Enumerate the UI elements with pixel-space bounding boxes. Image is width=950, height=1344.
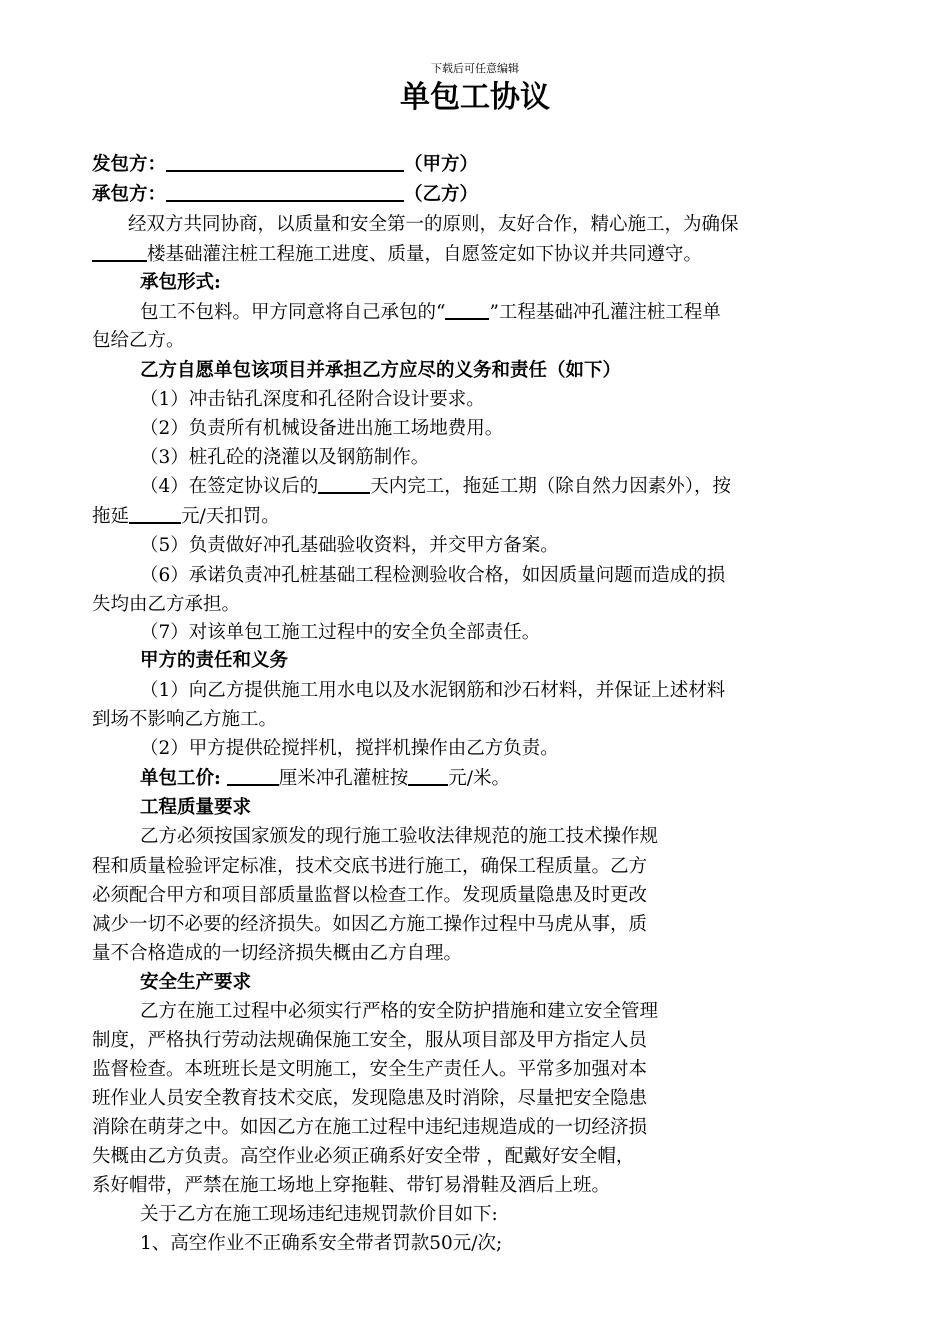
- list-item: （6）承诺负责冲孔桩基础工程检测验收合格，如因质量问题而造成的损: [140, 565, 726, 586]
- list-item: （2）负责所有机械设备进出施工场地费用。: [140, 418, 504, 439]
- unit-price-line: 单包工价: 厘米冲孔灌桩按 元/米。: [92, 764, 910, 793]
- list-item: （1）向乙方提供施工用水电以及水泥钢筋和沙石材料，并保证上述材料: [140, 680, 726, 701]
- paragraph-line: 监督检查。本班班长是文明施工，安全生产责任人。平常多加强对本: [92, 1059, 648, 1080]
- party-b-line: 承包方： （乙方）: [92, 180, 862, 209]
- paragraph-line: 包给乙方。: [92, 330, 185, 351]
- diameter-blank[interactable]: [227, 764, 279, 786]
- paragraph-line: 包工不包料。甲方同意将自己承包的“ ”工程基础冲孔灌注桩工程单: [92, 298, 910, 327]
- days-blank[interactable]: [318, 472, 370, 494]
- section-heading: 安全生产要求: [140, 972, 252, 993]
- paragraph-line: 关于乙方在施工现场违纪违规罚款价目如下:: [140, 1204, 498, 1225]
- list-item-continued: 拖延 元/天扣罚。: [92, 502, 862, 531]
- project-blank[interactable]: [445, 298, 489, 320]
- header-note: 下载后可任意编辑: [431, 62, 519, 75]
- paragraph-line: 楼基础灌注桩工程施工进度、质量，自愿签定如下协议并共同遵守。: [92, 240, 862, 269]
- section-heading: 甲方的责任和义务: [140, 650, 289, 671]
- paragraph-line: 消除在萌芽之中。如因乙方在施工过程中违纪违规造成的一切经济损: [92, 1117, 648, 1138]
- paragraph-line: 量不合格造成的一切经济损失概由乙方自理。: [92, 943, 463, 964]
- list-item: 1、高空作业不正确系安全带者罚款50元/次;: [140, 1233, 503, 1254]
- section-heading: 工程质量要求: [140, 797, 252, 818]
- paragraph-line: 减少一切不必要的经济损失。如因乙方施工操作过程中马虎从事，质: [92, 914, 648, 935]
- penalty-blank[interactable]: [129, 502, 181, 524]
- building-blank[interactable]: [92, 240, 147, 262]
- paragraph-line: 失概由乙方负责。高空作业必须正确系好安全带 ，配戴好安全帽，: [92, 1146, 635, 1167]
- paragraph-line: 班作业人员安全教育技术交底，发现隐患及时消除，尽量把安全隐患: [92, 1088, 648, 1109]
- price-blank[interactable]: [408, 764, 448, 786]
- document-title: 单包工协议: [400, 80, 550, 115]
- list-item: （2）甲方提供砼搅拌机，搅拌机操作由乙方负责。: [140, 738, 559, 759]
- paragraph-line: 程和质量检验评定标准，技术交底书进行施工，确保工程质量。乙方: [92, 856, 648, 877]
- paragraph-line: 乙方必须按国家颁发的现行施工验收法律规范的施工技术操作规: [140, 826, 659, 847]
- list-item-continued: 失均由乙方承担。: [92, 594, 241, 615]
- paragraph-line: 制度，严格执行劳动法规确保施工安全，服从项目部及甲方指定人员: [92, 1030, 648, 1051]
- paragraph-line: 经双方共同协商，以质量和安全第一的原则，友好合作，精心施工，为确保: [128, 214, 739, 235]
- list-item: （4）在签定协议后的 天内完工，拖延工期（除自然力因素外），按: [92, 472, 910, 501]
- party-a-line: 发包方： （甲方）: [92, 150, 862, 179]
- list-item: （3）桩孔砼的浇灌以及钢筋制作。: [140, 447, 430, 468]
- party-b-blank[interactable]: [166, 180, 404, 202]
- list-item: （5）负责做好冲孔基础验收资料，并交甲方备案。: [140, 535, 559, 556]
- section-heading: 乙方自愿单包该项目并承担乙方应尽的义务和责任（如下）: [140, 360, 622, 381]
- paragraph-line: 乙方在施工过程中必须实行严格的安全防护措施和建立安全管理: [140, 1001, 659, 1022]
- list-item: （1）冲击钻孔深度和孔径附合设计要求。: [140, 389, 485, 410]
- paragraph-line: 系好帽带，严禁在施工场地上穿拖鞋、带钉易滑鞋及酒后上班。: [92, 1175, 611, 1196]
- list-item-continued: 到场不影响乙方施工。: [92, 709, 278, 730]
- party-a-blank[interactable]: [166, 150, 404, 172]
- section-heading: 承包形式:: [140, 272, 221, 293]
- paragraph-line: 必须配合甲方和项目部质量监督以检查工作。发现质量隐患及时更改: [92, 885, 648, 906]
- list-item: （7）对该单包工施工过程中的安全负全部责任。: [140, 622, 541, 643]
